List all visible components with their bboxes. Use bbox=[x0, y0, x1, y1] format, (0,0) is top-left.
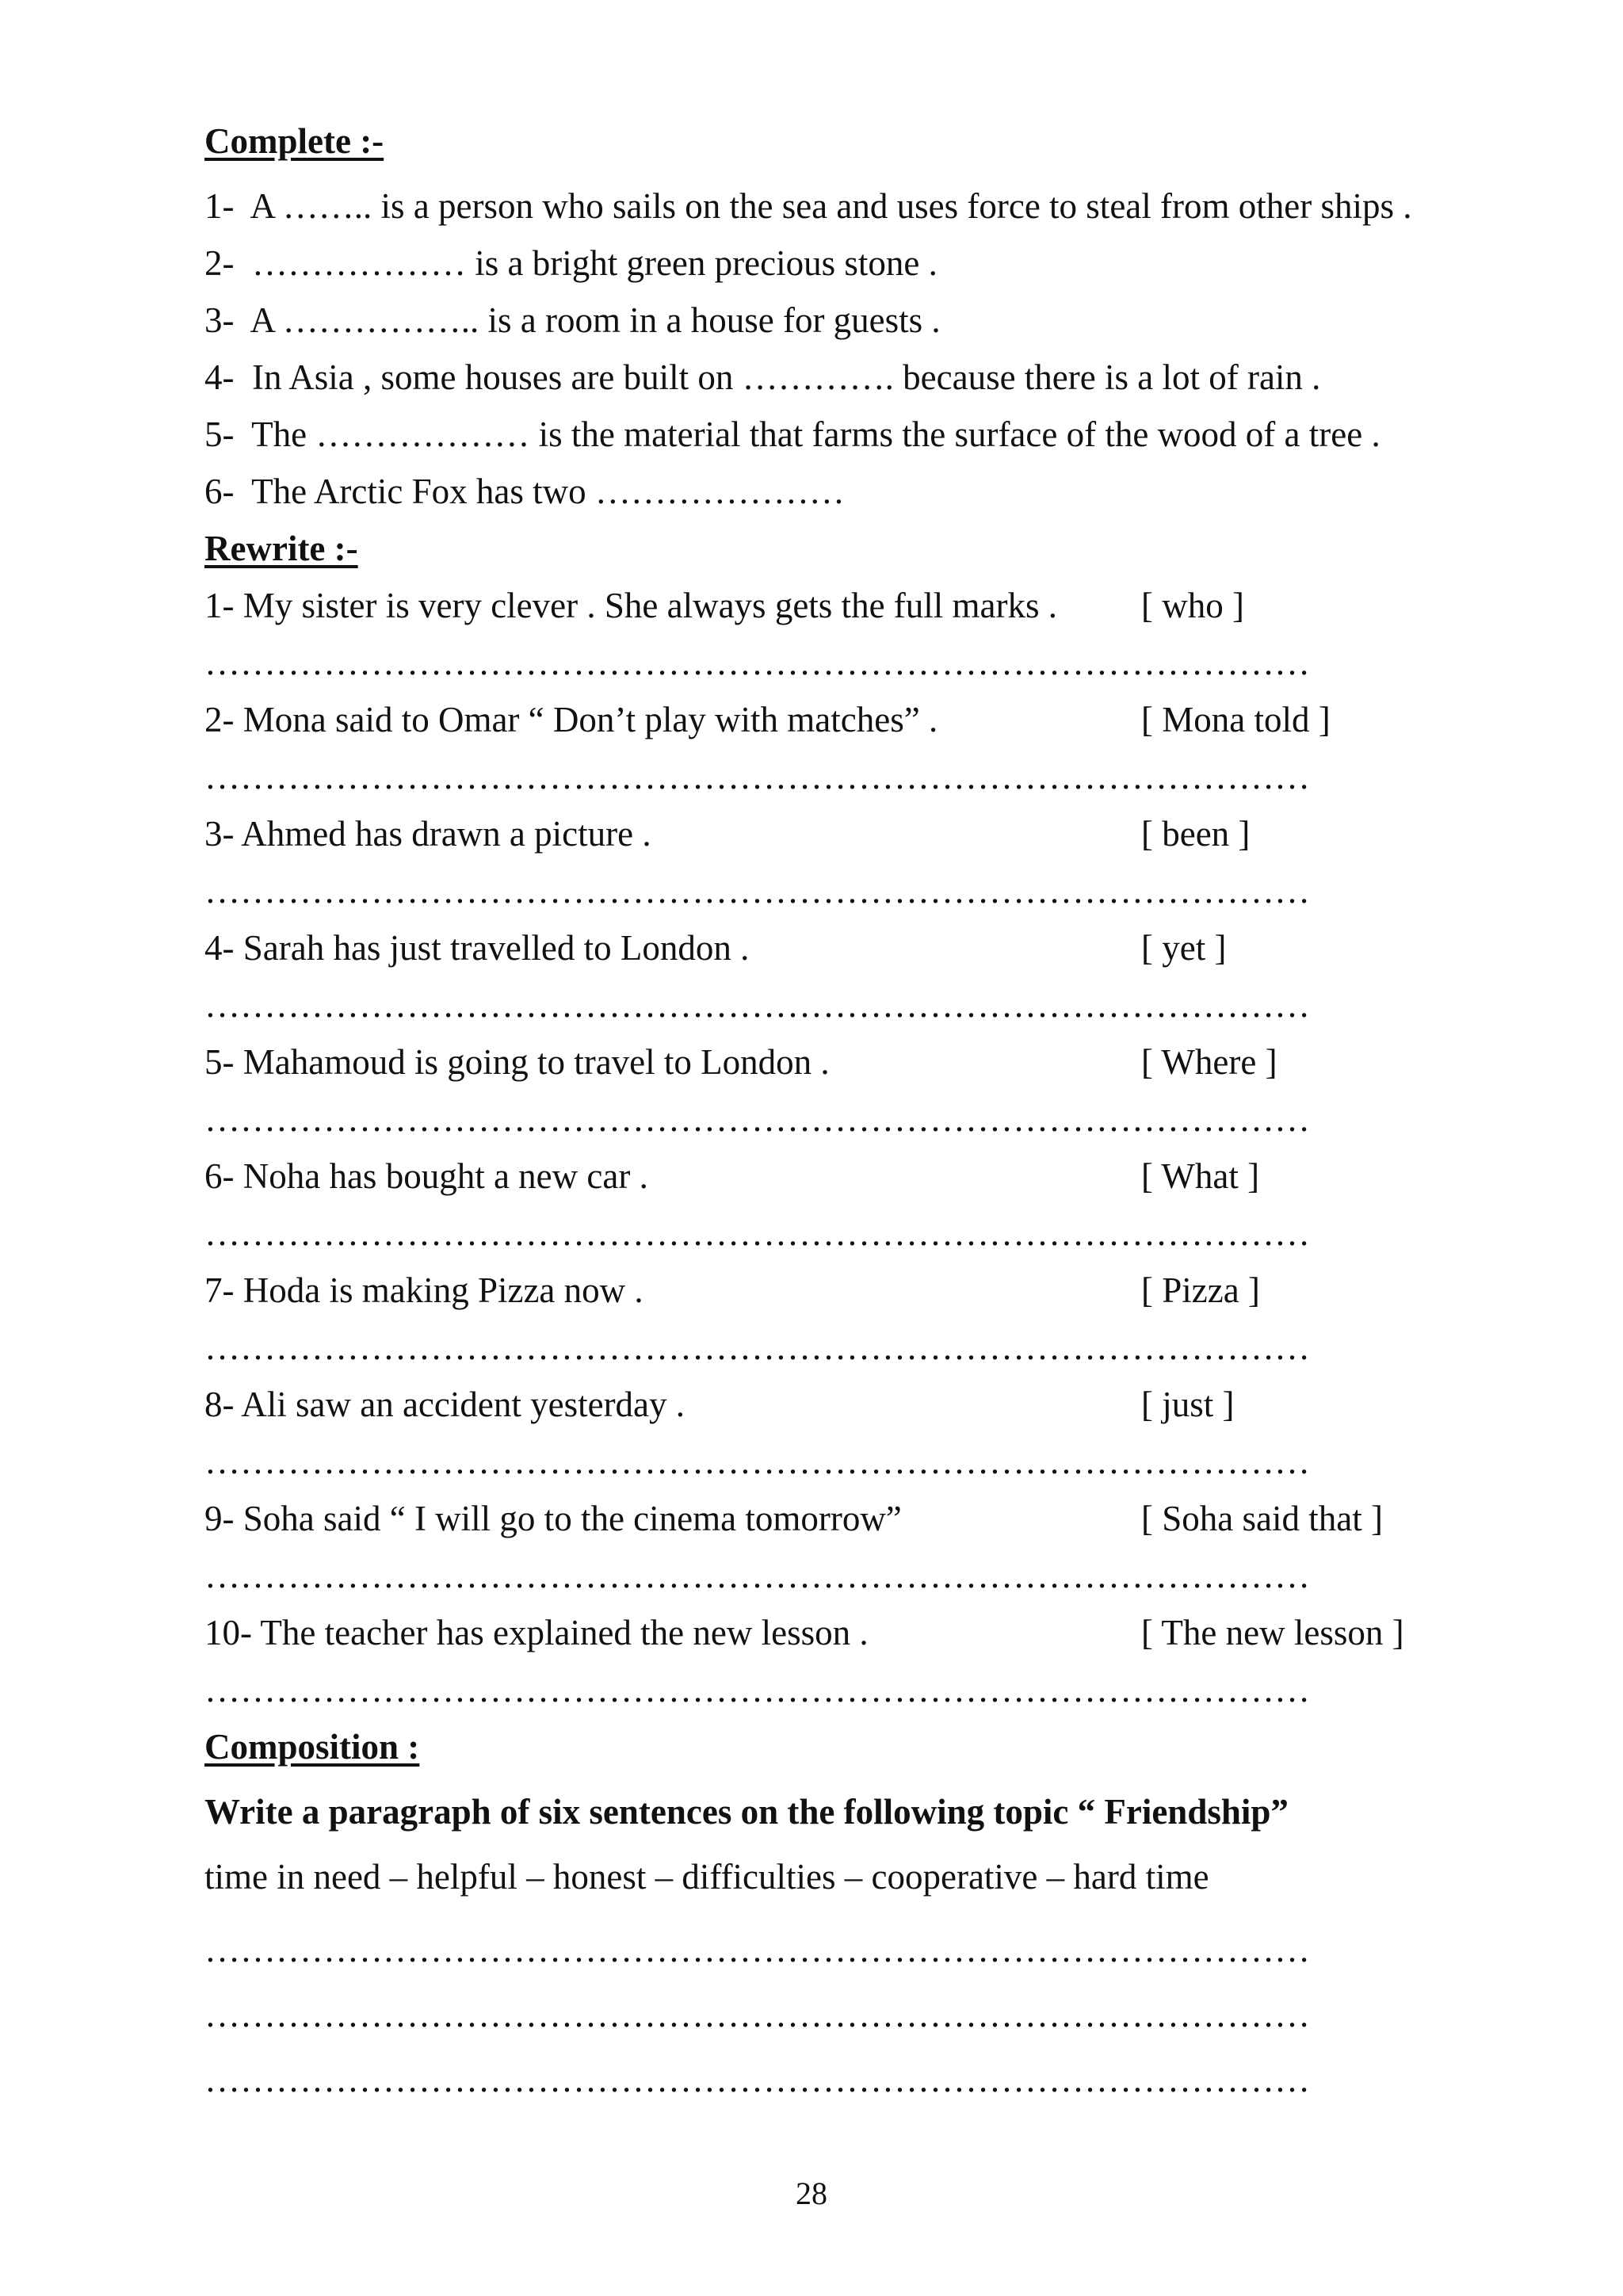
rewrite-sentence-8: 8- Ali saw an accident yesterday . bbox=[204, 1385, 685, 1424]
complete-heading: Complete :- bbox=[204, 121, 384, 161]
rewrite-hint-3: [ been ] bbox=[1141, 814, 1251, 854]
complete-item-4: 4- In Asia , some houses are built on …………. because there is a lot of rain . bbox=[204, 357, 1321, 397]
page-number: 28 bbox=[796, 2176, 827, 2211]
rewrite-sentence-5: 5- Mahamoud is going to travel to London . bbox=[204, 1042, 830, 1082]
complete-item-2: 2- ……………… is a bright green precious stone . bbox=[204, 243, 938, 283]
rewrite-answer-line-7: ………………………………………………………………………………… bbox=[204, 1328, 1310, 1367]
rewrite-hint-4: [ yet ] bbox=[1141, 928, 1227, 968]
rewrite-sentence-4: 4- Sarah has just travelled to London . bbox=[204, 928, 750, 968]
rewrite-answer-line-2: ………………………………………………………………………………… bbox=[204, 757, 1310, 797]
composition-answer-line-2: ………………………………………………………………………………… bbox=[204, 1995, 1310, 2034]
rewrite-hint-1: [ who ] bbox=[1141, 586, 1244, 625]
rewrite-hint-5: [ Where ] bbox=[1141, 1042, 1277, 1082]
rewrite-sentence-10: 10- The teacher has explained the new lesson . bbox=[204, 1613, 869, 1652]
complete-item-6: 6- The Arctic Fox has two ………………… bbox=[204, 472, 845, 511]
rewrite-hint-7: [ Pizza ] bbox=[1141, 1270, 1260, 1310]
rewrite-answer-line-8: ………………………………………………………………………………… bbox=[204, 1442, 1310, 1481]
rewrite-sentence-2: 2- Mona said to Omar “ Don’t play with matches” . bbox=[204, 700, 938, 739]
composition-heading: Composition : bbox=[204, 1727, 420, 1767]
rewrite-answer-line-6: ………………………………………………………………………………… bbox=[204, 1213, 1310, 1253]
rewrite-sentence-7: 7- Hoda is making Pizza now . bbox=[204, 1270, 643, 1310]
rewrite-hint-9: [ Soha said that ] bbox=[1141, 1499, 1383, 1538]
rewrite-answer-line-1: ………………………………………………………………………………… bbox=[204, 643, 1310, 682]
composition-keywords: time in need – helpful – honest – difficulties – cooperative – hard time bbox=[204, 1857, 1209, 1897]
rewrite-answer-line-5: ………………………………………………………………………………… bbox=[204, 1099, 1310, 1139]
rewrite-answer-line-4: ………………………………………………………………………………… bbox=[204, 985, 1310, 1025]
complete-item-3: 3- A …………….. is a room in a house for guests . bbox=[204, 300, 941, 340]
rewrite-hint-6: [ What ] bbox=[1141, 1156, 1260, 1196]
rewrite-hint-8: [ just ] bbox=[1141, 1385, 1235, 1424]
rewrite-answer-line-3: ………………………………………………………………………………… bbox=[204, 871, 1310, 911]
rewrite-sentence-6: 6- Noha has bought a new car . bbox=[204, 1156, 648, 1196]
rewrite-sentence-1: 1- My sister is very clever . She always gets the full marks . bbox=[204, 586, 1058, 625]
composition-answer-line-1: ………………………………………………………………………………… bbox=[204, 1930, 1310, 1969]
rewrite-hint-10: [ The new lesson ] bbox=[1141, 1613, 1404, 1652]
rewrite-hint-2: [ Mona told ] bbox=[1141, 700, 1331, 739]
rewrite-sentence-3: 3- Ahmed has drawn a picture . bbox=[204, 814, 651, 854]
rewrite-sentence-9: 9- Soha said “ I will go to the cinema tomorrow” bbox=[204, 1499, 902, 1538]
rewrite-heading: Rewrite :- bbox=[204, 529, 358, 568]
composition-instruction: Write a paragraph of six sentences on the following topic “ Friendship” bbox=[204, 1792, 1289, 1832]
rewrite-answer-line-10: ………………………………………………………………………………… bbox=[204, 1670, 1310, 1710]
composition-answer-line-3: ………………………………………………………………………………… bbox=[204, 2060, 1310, 2099]
complete-item-1: 1- A …….. is a person who sails on the sea and uses force to steal from other ships . bbox=[204, 186, 1412, 226]
complete-item-5: 5- The ……………… is the material that farms the surface of the wood of a tree . bbox=[204, 415, 1381, 454]
rewrite-answer-line-9: ………………………………………………………………………………… bbox=[204, 1556, 1310, 1595]
